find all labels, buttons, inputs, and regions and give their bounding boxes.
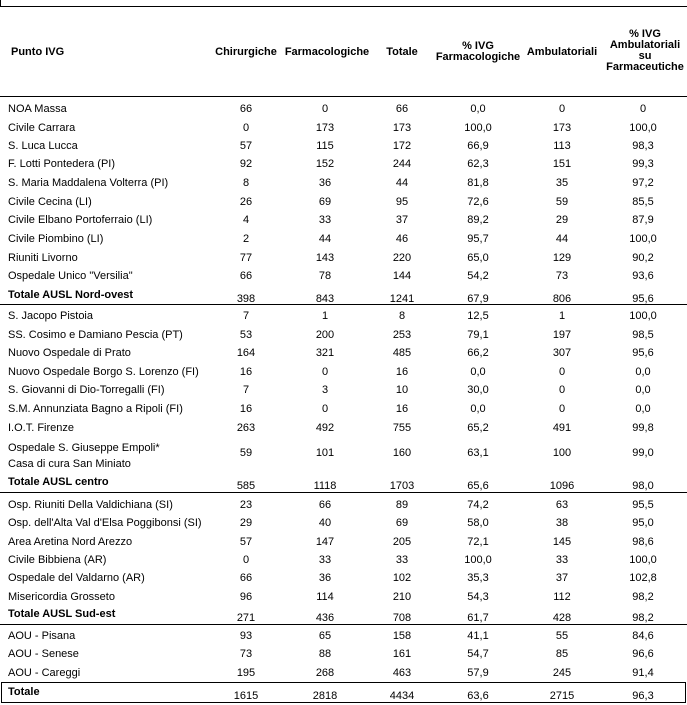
row-name: Totale AUSL Nord-ovest (8, 289, 134, 301)
cell-pct-amb: 97,2 (632, 177, 654, 189)
subtotal-row (0, 474, 687, 493)
table-row (0, 250, 687, 269)
cell-pct-farm: 100,0 (464, 554, 492, 566)
cell-ambulatoriali: 491 (552, 422, 572, 434)
cell-pct-amb: 98,2 (632, 591, 654, 603)
row-name: Osp. Riuniti Della Valdichiana (SI) (8, 499, 173, 511)
cell-pct-farm: 81,8 (467, 177, 489, 189)
cell-pct-farm: 72,6 (467, 196, 489, 208)
cell-totale: 144 (392, 270, 412, 282)
cell-chirurgiche: 29 (239, 517, 253, 529)
cell-farmacologiche: 436 (315, 612, 335, 624)
cell-pct-amb: 0,0 (635, 366, 651, 378)
cell-totale: 205 (392, 536, 412, 548)
cell-ambulatoriali: 55 (555, 630, 569, 642)
cell-ambulatoriali: 100 (552, 447, 572, 459)
cell-ambulatoriali: 0 (558, 366, 566, 378)
cell-farmacologiche: 33 (318, 214, 332, 226)
cell-farmacologiche: 0 (321, 366, 329, 378)
table-row (0, 515, 687, 534)
cell-pct-farm: 54,3 (467, 591, 489, 603)
cell-pct-farm: 61,7 (467, 612, 489, 624)
cell-pct-amb: 98,5 (632, 329, 654, 341)
table-row (0, 268, 687, 287)
row-name: AOU - Careggi (8, 667, 81, 679)
row-name: Civile Cecina (LI) (8, 196, 92, 208)
cell-pct-amb: 99,8 (632, 422, 654, 434)
cell-pct-amb: 91,4 (632, 667, 654, 679)
row-name: Nuovo Ospedale Borgo S. Lorenzo (FI) (8, 366, 199, 378)
cell-farmacologiche: 36 (318, 177, 332, 189)
cell-pct-amb: 95,5 (632, 499, 654, 511)
cell-totale: 708 (392, 612, 412, 624)
cell-farmacologiche: 115 (316, 140, 334, 152)
table-row (0, 364, 687, 383)
table-row (0, 440, 687, 476)
cell-pct-farm: 30,0 (467, 384, 489, 396)
header-totale: Totale (386, 46, 418, 58)
row-name: NOA Massa (8, 103, 67, 115)
row-name: S. Maria Maddalena Volterra (PI) (8, 177, 169, 189)
cell-farmacologiche: 152 (315, 158, 335, 170)
cell-farmacologiche: 65 (318, 630, 332, 642)
row-name-line2: Casa di cura San Miniato (8, 458, 131, 470)
cell-farmacologiche: 69 (318, 196, 332, 208)
row-name: Misericordia Grosseto (8, 591, 115, 603)
row-name: AOU - Pisana (8, 630, 76, 642)
cell-ambulatoriali: 0 (558, 384, 566, 396)
cell-totale: 161 (392, 648, 412, 660)
cell-totale: 4434 (389, 690, 415, 702)
cell-chirurgiche: 7 (242, 310, 250, 322)
cell-chirurgiche: 66 (239, 103, 253, 115)
cell-ambulatoriali: 806 (552, 293, 572, 305)
cell-pct-farm: 62,3 (467, 158, 489, 170)
cell-pct-amb: 95,6 (632, 347, 654, 359)
cell-pct-amb: 95,6 (632, 293, 654, 305)
header-ambulatoriali: Ambulatoriali (526, 46, 598, 58)
cell-farmacologiche: 173 (315, 122, 335, 134)
row-name: Ospedale del Valdarno (AR) (8, 572, 145, 584)
cell-chirurgiche: 164 (236, 347, 256, 359)
cell-farmacologiche: 1 (321, 310, 329, 322)
cell-totale: 485 (392, 347, 412, 359)
cell-totale: 755 (392, 422, 412, 434)
cell-pct-amb: 99,3 (632, 158, 654, 170)
row-name: Osp. dell'Alta Val d'Elsa Poggibonsi (SI) (8, 517, 202, 529)
cell-pct-amb: 0,0 (635, 403, 651, 415)
cell-chirurgiche: 0 (242, 554, 250, 566)
cell-farmacologiche: 44 (318, 233, 332, 245)
cell-chirurgiche: 92 (239, 158, 253, 170)
cell-totale: 16 (395, 403, 409, 415)
cell-farmacologiche: 88 (318, 648, 332, 660)
cell-farmacologiche: 0 (321, 103, 329, 115)
cell-pct-farm: 72,1 (467, 536, 489, 548)
cell-chirurgiche: 59 (239, 447, 253, 459)
cell-ambulatoriali: 33 (555, 554, 569, 566)
cell-ambulatoriali: 1096 (549, 480, 575, 492)
cell-farmacologiche: 0 (321, 403, 329, 415)
cell-totale: 172 (392, 140, 412, 152)
cell-chirurgiche: 53 (239, 329, 253, 341)
subtotal-row (0, 606, 687, 625)
cell-totale: 1241 (389, 293, 415, 305)
cell-pct-farm: 54,7 (467, 648, 489, 660)
cell-pct-farm: 0,0 (470, 403, 486, 415)
cell-pct-farm: 12,5 (467, 310, 489, 322)
cell-pct-amb: 96,3 (632, 690, 654, 702)
cell-pct-farm: 0,0 (470, 103, 486, 115)
cell-pct-amb: 96,6 (632, 648, 654, 660)
table-row (0, 101, 687, 120)
cell-totale: 66 (395, 103, 409, 115)
cell-ambulatoriali: 112 (553, 591, 571, 603)
cell-farmacologiche: 36 (318, 572, 332, 584)
cell-pct-farm: 79,1 (467, 329, 489, 341)
row-name: Ospedale Unico "Versilia" (8, 270, 133, 282)
cell-ambulatoriali: 63 (555, 499, 569, 511)
cell-pct-amb: 85,5 (632, 196, 654, 208)
cell-chirurgiche: 57 (239, 536, 253, 548)
table-row (0, 401, 687, 420)
cell-farmacologiche: 101 (315, 447, 335, 459)
header-farmacologiche: Farmacologiche (284, 46, 370, 58)
table-row (0, 120, 687, 139)
cell-totale: 210 (392, 591, 412, 603)
cell-chirurgiche: 195 (236, 667, 256, 679)
cell-chirurgiche: 263 (236, 422, 256, 434)
cell-farmacologiche: 1118 (313, 480, 337, 492)
cell-pct-farm: 0,0 (470, 366, 486, 378)
cell-totale: 37 (395, 214, 409, 226)
cell-ambulatoriali: 428 (552, 612, 572, 624)
cell-ambulatoriali: 1 (558, 310, 566, 322)
table-row (0, 497, 687, 516)
header-pct-amb (604, 29, 686, 73)
cell-chirurgiche: 16 (239, 366, 253, 378)
table-row (0, 646, 687, 665)
cell-pct-farm: 54,2 (467, 270, 489, 282)
header-pct-amb-line2: Ambulatoriali (609, 39, 681, 51)
cell-totale: 95 (395, 196, 409, 208)
header-pct-amb-line4: Farmaceutiche (606, 61, 684, 73)
header-pct-amb-line3: su (638, 50, 652, 62)
cell-farmacologiche: 268 (315, 667, 335, 679)
row-name: S. Luca Lucca (8, 140, 78, 152)
cell-pct-amb: 100,0 (629, 122, 657, 134)
cell-farmacologiche: 143 (315, 252, 335, 264)
group-divider (0, 624, 687, 625)
row-name: Nuovo Ospedale di Prato (8, 347, 131, 359)
header-pct-farm-line1: % IVG (462, 40, 494, 52)
cell-chirurgiche: 585 (236, 480, 256, 492)
cell-chirurgiche: 57 (239, 140, 253, 152)
cell-ambulatoriali: 0 (558, 103, 566, 115)
cell-totale: 102 (392, 572, 412, 584)
table-row (0, 382, 687, 401)
cell-ambulatoriali: 44 (555, 233, 569, 245)
cell-ambulatoriali: 307 (552, 347, 572, 359)
cell-pct-amb: 95,0 (632, 517, 654, 529)
row-name: F. Lotti Pontedera (PI) (8, 158, 115, 170)
cell-farmacologiche: 3 (321, 384, 329, 396)
table-row (0, 212, 687, 231)
cell-ambulatoriali: 29 (555, 214, 569, 226)
cell-pct-farm: 74,2 (467, 499, 489, 511)
cell-pct-amb: 102,8 (629, 572, 657, 584)
cell-chirurgiche: 77 (239, 252, 253, 264)
header-divider (0, 96, 687, 97)
cell-farmacologiche: 40 (318, 517, 332, 529)
cell-chirurgiche: 66 (239, 572, 253, 584)
cell-chirurgiche: 66 (239, 270, 253, 282)
cell-pct-farm: 95,7 (467, 233, 489, 245)
cell-totale: 89 (395, 499, 409, 511)
cell-ambulatoriali: 151 (552, 158, 572, 170)
cell-pct-amb: 98,6 (632, 536, 654, 548)
cell-totale: 33 (395, 554, 409, 566)
cell-pct-amb: 0,0 (635, 384, 651, 396)
cell-totale: 69 (395, 517, 409, 529)
table-row (0, 156, 687, 175)
cell-farmacologiche: 200 (315, 329, 335, 341)
cell-farmacologiche: 33 (318, 554, 332, 566)
header-pct-farm (434, 41, 522, 63)
row-name: Civile Bibbiena (AR) (8, 554, 107, 566)
cell-ambulatoriali: 35 (555, 177, 569, 189)
cell-totale: 1703 (389, 480, 415, 492)
cell-chirurgiche: 0 (242, 122, 250, 134)
cell-pct-farm: 58,0 (467, 517, 489, 529)
cell-pct-farm: 65,2 (467, 422, 489, 434)
table-row (0, 194, 687, 213)
cell-pct-amb: 98,0 (632, 480, 654, 492)
cell-pct-farm: 57,9 (467, 667, 489, 679)
cell-ambulatoriali: 245 (552, 667, 572, 679)
cell-pct-amb: 98,3 (632, 140, 654, 152)
cell-farmacologiche: 147 (315, 536, 335, 548)
cell-ambulatoriali: 0 (558, 403, 566, 415)
cell-farmacologiche: 321 (315, 347, 335, 359)
cell-farmacologiche: 78 (318, 270, 332, 282)
cell-chirurgiche: 4 (242, 214, 250, 226)
cell-ambulatoriali: 173 (552, 122, 572, 134)
header-chirurgiche: Chirurgiche (215, 46, 277, 58)
cell-ambulatoriali: 129 (552, 252, 572, 264)
cell-totale: 10 (395, 384, 409, 396)
cell-pct-farm: 67,9 (467, 293, 489, 305)
cell-totale: 8 (398, 310, 406, 322)
cell-pct-amb: 99,0 (632, 447, 654, 459)
cell-pct-amb: 100,0 (629, 554, 657, 566)
cell-ambulatoriali: 2715 (549, 690, 575, 702)
row-name: AOU - Senese (8, 648, 79, 660)
cell-totale: 244 (392, 158, 412, 170)
table-top-border (0, 6, 687, 7)
table-row (0, 420, 687, 439)
cell-pct-farm: 63,1 (467, 447, 489, 459)
row-name: Civile Carrara (8, 122, 76, 134)
cell-pct-farm: 65,0 (467, 252, 489, 264)
cell-pct-farm: 41,1 (467, 630, 489, 642)
row-name: Totale (8, 686, 40, 698)
table-row (0, 345, 687, 364)
cell-pct-farm: 65,6 (467, 480, 489, 492)
grand-total-row (0, 684, 687, 703)
cell-chirurgiche: 16 (239, 403, 253, 415)
cell-ambulatoriali: 197 (552, 329, 572, 341)
cell-pct-amb: 93,6 (632, 270, 654, 282)
cell-chirurgiche: 1615 (233, 690, 259, 702)
cell-ambulatoriali: 85 (555, 648, 569, 660)
cell-pct-amb: 100,0 (629, 233, 657, 245)
table-row (0, 138, 687, 157)
cell-ambulatoriali: 73 (555, 270, 569, 282)
row-name: Area Aretina Nord Arezzo (8, 536, 133, 548)
cell-pct-farm: 35,3 (467, 572, 489, 584)
cell-farmacologiche: 492 (315, 422, 335, 434)
cell-ambulatoriali: 145 (552, 536, 572, 548)
cell-chirurgiche: 7 (242, 384, 250, 396)
cell-chirurgiche: 271 (236, 612, 256, 624)
row-name: Civile Piombino (LI) (8, 233, 104, 245)
cell-chirurgiche: 23 (239, 499, 253, 511)
row-name: Civile Elbano Portoferraio (LI) (8, 214, 153, 226)
cell-pct-amb: 90,2 (632, 252, 654, 264)
cell-chirurgiche: 2 (242, 233, 250, 245)
cell-chirurgiche: 26 (239, 196, 253, 208)
cell-ambulatoriali: 37 (555, 572, 569, 584)
header-punto: Punto IVG (11, 46, 65, 58)
row-name: S. Jacopo Pistoia (8, 310, 93, 322)
group-divider (0, 492, 687, 493)
cell-pct-farm: 100,0 (464, 122, 492, 134)
row-name: Totale AUSL centro (8, 476, 109, 488)
table-row (0, 308, 687, 327)
row-name: S. Giovanni di Dio-Torregalli (FI) (8, 384, 165, 396)
row-name: SS. Cosimo e Damiano Pescia (PT) (8, 329, 183, 341)
cell-pct-farm: 66,2 (467, 347, 489, 359)
cell-totale: 16 (395, 366, 409, 378)
row-name (8, 440, 160, 472)
group-divider (0, 304, 687, 305)
table-row (0, 534, 687, 553)
header-pct-amb-line1: % IVG (629, 28, 661, 40)
row-name: I.O.T. Firenze (8, 422, 75, 434)
cell-farmacologiche: 843 (315, 293, 335, 305)
cell-ambulatoriali: 59 (555, 196, 569, 208)
table-row (0, 552, 687, 571)
cell-pct-amb: 87,9 (632, 214, 654, 226)
cell-pct-amb: 98,2 (632, 612, 654, 624)
cell-chirurgiche: 73 (239, 648, 253, 660)
cell-chirurgiche: 398 (236, 293, 256, 305)
cell-totale: 220 (392, 252, 412, 264)
header-pct-farm-line2: Farmacologiche (435, 51, 521, 63)
table-row (0, 570, 687, 589)
table-row (0, 175, 687, 194)
table-row (0, 327, 687, 346)
cell-farmacologiche: 2818 (312, 690, 338, 702)
cell-totale: 173 (392, 122, 412, 134)
table-row (0, 628, 687, 647)
row-name-line1: Ospedale S. Giuseppe Empoli* (8, 442, 160, 454)
cell-totale: 253 (392, 329, 412, 341)
row-name: S.M. Annunziata Bagno a Ripoli (FI) (8, 403, 183, 415)
cell-farmacologiche: 66 (318, 499, 332, 511)
cell-chirurgiche: 93 (239, 630, 253, 642)
cell-pct-farm: 66,9 (467, 140, 489, 152)
table-row (0, 231, 687, 250)
cell-ambulatoriali: 38 (555, 517, 569, 529)
row-name: Riuniti Livorno (8, 252, 78, 264)
cell-pct-farm: 63,6 (467, 690, 489, 702)
cell-chirurgiche: 8 (242, 177, 250, 189)
cell-totale: 160 (392, 447, 412, 459)
cell-totale: 158 (392, 630, 412, 642)
cell-pct-farm: 89,2 (467, 214, 489, 226)
cell-ambulatoriali: 113 (553, 140, 571, 152)
cell-pct-amb: 84,6 (632, 630, 654, 642)
cell-totale: 463 (392, 667, 412, 679)
row-name: Totale AUSL Sud-est (8, 608, 116, 620)
cell-pct-amb: 0 (639, 103, 647, 115)
cell-totale: 46 (395, 233, 409, 245)
cell-totale: 44 (395, 177, 409, 189)
cell-pct-amb: 100,0 (629, 310, 657, 322)
cell-farmacologiche: 114 (316, 591, 334, 603)
cell-chirurgiche: 96 (239, 591, 253, 603)
